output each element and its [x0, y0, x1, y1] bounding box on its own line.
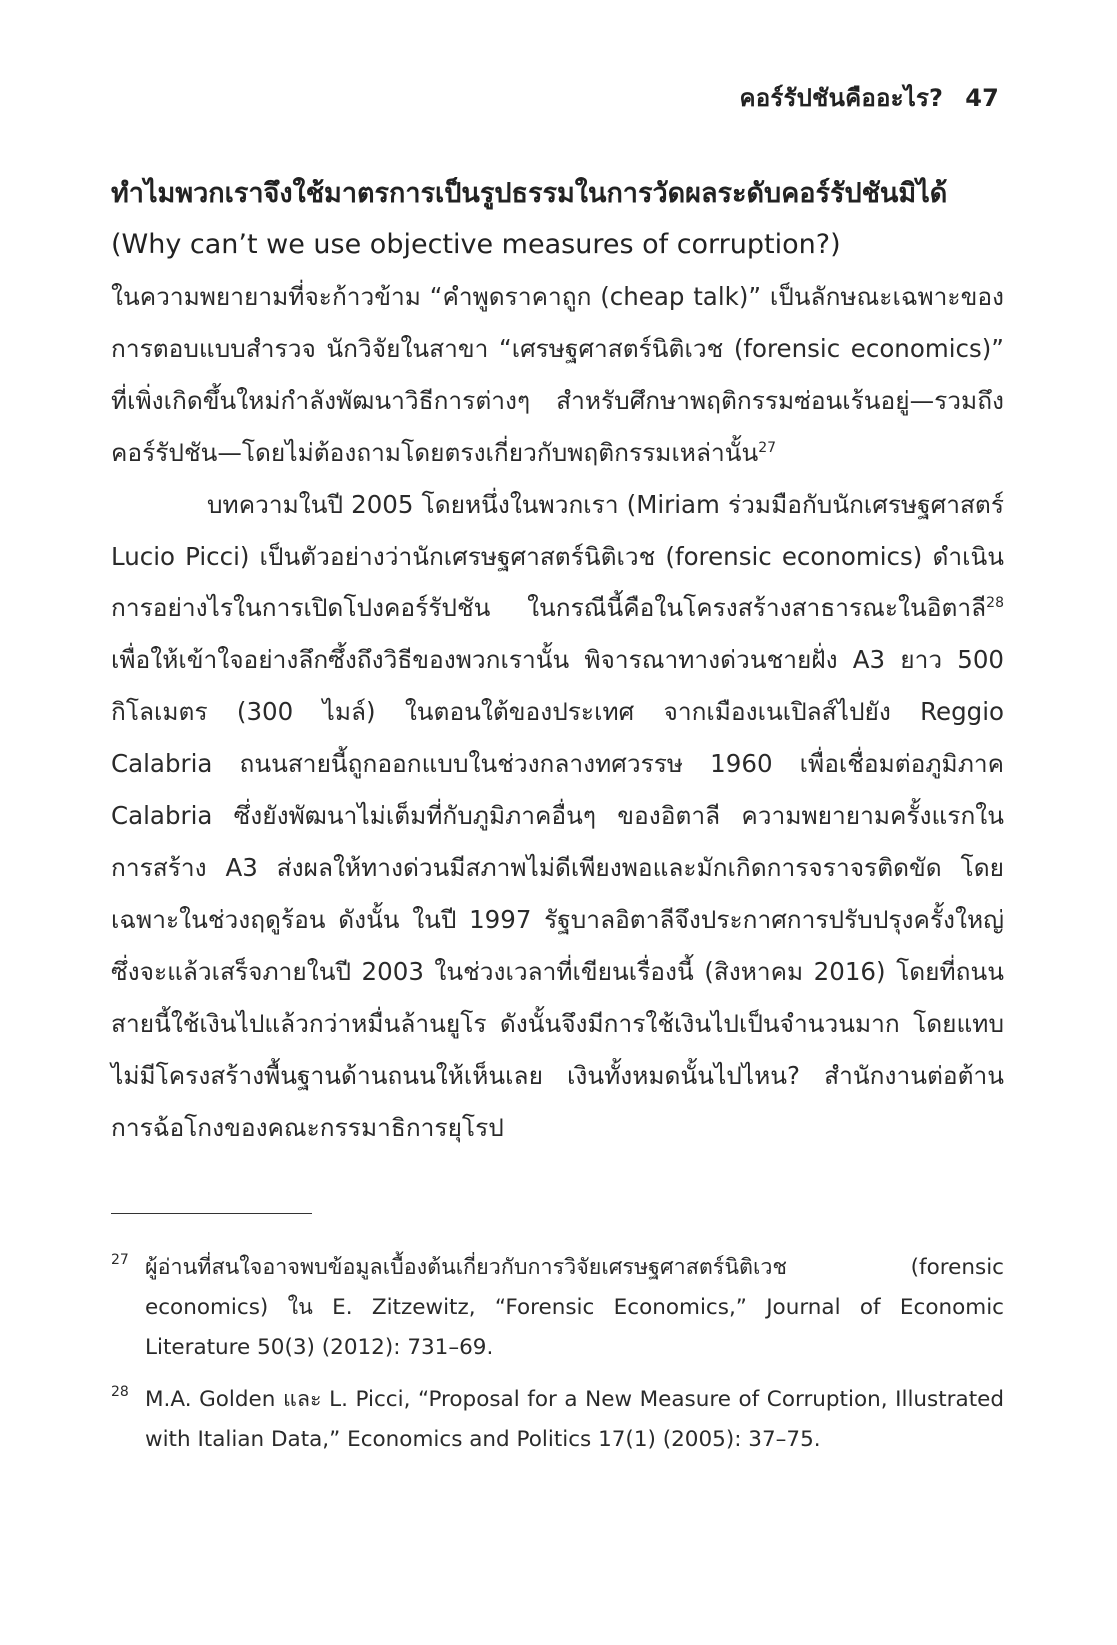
paragraph-1 — [111, 271, 1004, 479]
footnote-text: ผู้อ่านที่สนใจอาจพบข้อมูลเบื้องต้นเกี่ยวกับการวิจัยเศรษฐศาสตร์นิติเวช (forensic economics) ใน E. Zitzewitz, “Forensic Economics,” Journal of Economic Literature 50(3) (2012): 731–69. — [145, 1255, 1004, 1360]
section-heading-english: (Why can’t we use objective measures of corruption?) — [111, 229, 841, 260]
page-number: 47 — [965, 84, 999, 112]
paragraph-2-text-a: บทความในปี 2005 โดยหนึ่งในพวกเรา (Miriam ร่วมมือกับนักเศรษฐศาสตร์ Lucio Picci) เป็นตัวอย่างว่านักเศรษฐศาสตร์นิติเวช (forensic economics) ดำเนินการอย่างไรในการเปิดโปงคอร์รัปชัน ในกรณีนี้คือในโครงสร้างสาธารณะในอิตาลี — [111, 489, 1004, 623]
section-heading-thai: ทำไมพวกเราจึงใช้มาตรการเป็นรูปธรรมในการวัดผลระดับคอร์รัปชันมิได้ — [111, 178, 948, 209]
footnote-ref-28: 28 — [986, 595, 1004, 612]
running-head-title: คอร์รัปชันคืออะไร? — [739, 84, 944, 112]
paragraph-1-text: ในความพยายามที่จะก้าวข้าม “คำพูดราคาถูก (cheap talk)” เป็นลักษณะเฉพาะของการตอบแบบสำรวจ นักวิจัยในสาขา “เศรษฐศาสตร์นิติเวช (forensic economics)” ที่เพิ่งเกิดขึ้นใหม่กำลังพัฒนาวิธีการต่างๆ สำหรับศึกษาพฤติกรรมซ่อนเร้นอยู่—รวมถึงคอร์รัปชัน—โดยไม่ต้องถามโดยตรงเกี่ยวกับพฤติกรรมเหล่านั้น — [111, 282, 1004, 467]
section-heading — [111, 168, 1011, 270]
footnote-number: 27 — [111, 1252, 129, 1268]
paragraph-2 — [111, 479, 1004, 1154]
footnote-ref-27: 27 — [758, 439, 777, 456]
footnote-text: M.A. Golden และ L. Picci, “Proposal for a New Measure of Corruption, Illustrated with Italian Data,” Economics and Politics 17(1) (2005): 37–75. — [145, 1387, 1004, 1452]
running-head — [740, 78, 999, 117]
footnote-divider — [111, 1213, 312, 1214]
body-text — [111, 271, 1004, 1153]
footnote-27 — [111, 1248, 1004, 1368]
paragraph-2-text-b: เพื่อให้เข้าใจอย่างลึกซึ้งถึงวิธีของพวกเรานั้น พิจารณาทางด่วนชายฝั่ง A3 ยาว 500 กิโลเมตร (300 ไมล์) ในตอนใต้ของประเทศ จากเมืองเนเปิลส์ไปยัง Reggio Calabria ถนนสายนี้ถูกออกแบบในช่วงกลางทศวรรษ 1960 เพื่อเชื่อมต่อภูมิภาค Calabria ซึ่งยังพัฒนาไม่เต็มที่กับภูมิภาคอื่นๆ ของอิตาลี ความพยายามครั้งแรกในการสร้าง A3 ส่งผลให้ทางด่วนมีสภาพไม่ดีเพียงพอและมักเกิดการจราจรติดขัด โดยเฉพาะในช่วงฤดูร้อน ดังนั้น ในปี 1997 รัฐบาลอิตาลีจึงประกาศการปรับปรุงครั้งใหญ่ซึ่งจะแล้วเสร็จภายในปี 2003 ในช่วงเวลาที่เขียนเรื่องนี้ (สิงหาคม 2016) โดยที่ถนนสายนี้ใช้เงินไปแล้วกว่าหมื่นล้านยูโร ดังนั้นจึงมีการใช้เงินไปเป็นจำนวนมาก โดยแทบไม่มีโครงสร้างพื้นฐานด้านถนนให้เห็นเลย เงินทั้งหมดนั้นไปไหน? สำนักงานต่อต้านการฉ้อโกงของคณะกรรมาธิการยุโรป — [111, 645, 1004, 1142]
footnote-28 — [111, 1380, 1004, 1460]
footnote-number: 28 — [111, 1384, 129, 1400]
footnotes — [111, 1248, 1004, 1472]
